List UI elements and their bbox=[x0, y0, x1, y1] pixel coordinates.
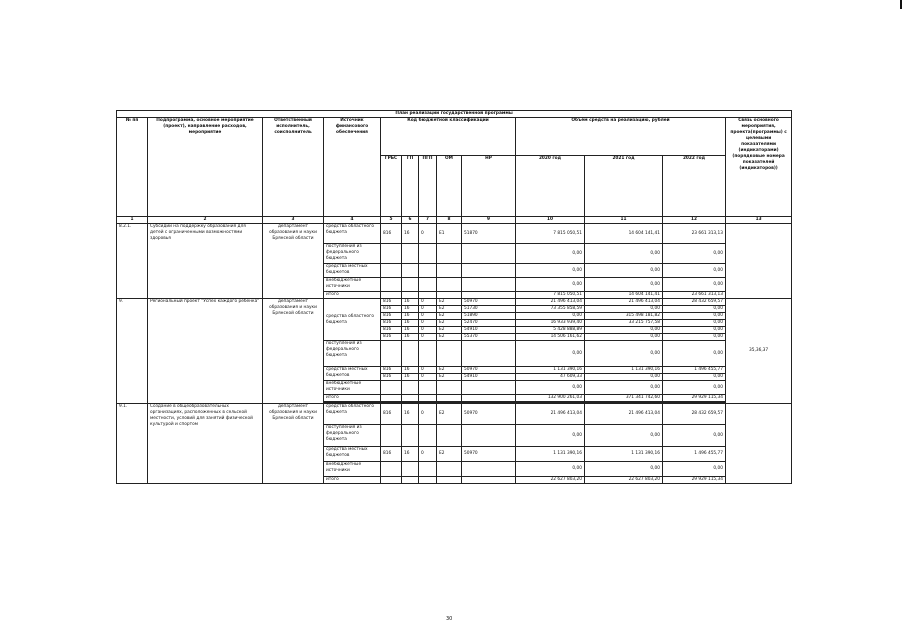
cell-nr: 51730 bbox=[462, 306, 516, 313]
cell-gp: 16 bbox=[402, 313, 419, 320]
cell-pgp: 0 bbox=[419, 334, 437, 341]
cell-gp: 16 bbox=[402, 320, 419, 327]
cell-grbs: 816 bbox=[381, 327, 402, 334]
colnum: 4 bbox=[324, 217, 381, 224]
cell-2020: 7 815 050,51 bbox=[516, 224, 585, 244]
cell-2021: 0,00 bbox=[585, 264, 663, 278]
colnum: 5 bbox=[381, 217, 402, 224]
cell-2022: 23 661 313,13 bbox=[663, 224, 726, 244]
cell-2022: 0,00 bbox=[663, 425, 726, 447]
colnum: 6 bbox=[402, 217, 419, 224]
cell-2021: 14 604 141,41 bbox=[585, 224, 663, 244]
cell-grbs: 816 bbox=[381, 404, 402, 425]
row-name: Региональный проект "Успех каждого ребенка" bbox=[148, 299, 263, 404]
colnum: 11 bbox=[585, 217, 663, 224]
cell-2021: 0,00 bbox=[585, 381, 663, 395]
cell-om: Е2 bbox=[437, 313, 462, 320]
cell-grbs: 816 bbox=[381, 313, 402, 320]
cell-2020: 14 506 161,62 bbox=[516, 334, 585, 341]
cell-2020: 132 900 261,03 bbox=[516, 395, 585, 402]
cell-2021: 0,00 bbox=[585, 425, 663, 447]
header-budget-code: Код бюджетной классификации bbox=[381, 118, 516, 156]
cell-nr: 54910 bbox=[462, 374, 516, 381]
cell-2020: 21 496 413,04 bbox=[516, 404, 585, 425]
page-edge-mark bbox=[900, 0, 902, 9]
cell-2022: 1 496 455,77 bbox=[663, 367, 726, 374]
cell-2021: 22 627 803,20 bbox=[585, 477, 663, 484]
source-label: средства местных бюджетов bbox=[324, 367, 381, 381]
cell-2021: 21 496 413,04 bbox=[585, 404, 663, 425]
colnum: 3 bbox=[263, 217, 324, 224]
cell-2022: 23 661 313,13 bbox=[663, 292, 726, 299]
cell-grbs: 816 bbox=[381, 306, 402, 313]
header-2022: 2022 год bbox=[663, 156, 726, 217]
cell-2021: 1 131 390,16 bbox=[585, 447, 663, 462]
cell-grbs: 816 bbox=[381, 299, 402, 306]
cell-2020: 0,00 bbox=[516, 341, 585, 367]
cell-gp: 16 bbox=[402, 374, 419, 381]
header-num: № пп bbox=[117, 118, 148, 217]
colnum: 2 bbox=[148, 217, 263, 224]
cell-2022: 0,00 bbox=[663, 278, 726, 292]
cell-gp: 16 bbox=[402, 299, 419, 306]
colnum: 7 bbox=[419, 217, 437, 224]
cell-2020: 0,00 bbox=[516, 425, 585, 447]
cell-om: Е2 bbox=[437, 367, 462, 374]
header-om: ОМ bbox=[437, 156, 462, 217]
cell-2022: 0,00 bbox=[663, 334, 726, 341]
cell-2020: 1 131 390,16 bbox=[516, 447, 585, 462]
source-label: средства областного бюджета bbox=[324, 404, 381, 425]
cell-2022: 0,00 bbox=[663, 313, 726, 320]
cell-2020: 5 428 888,89 bbox=[516, 327, 585, 334]
source-label: средства областного бюджета bbox=[324, 299, 381, 341]
cell-2020: 0,00 bbox=[516, 244, 585, 264]
cell-2022: 0,00 bbox=[663, 462, 726, 477]
cell-2021: 0,00 bbox=[585, 327, 663, 334]
header-volume: Объём средств на реализацию, рублей bbox=[516, 118, 726, 156]
row-name: Создание в общеобразовательных организациях, расположенных в сельской местности, условий для занятий физической культурой и спортом bbox=[148, 404, 263, 484]
cell-2022: 0,00 bbox=[663, 381, 726, 395]
cell-2020: 0,00 bbox=[516, 381, 585, 395]
cell-2021: 0,00 bbox=[585, 341, 663, 367]
cell-nr: 51870 bbox=[462, 224, 516, 244]
cell-2022: 0,00 bbox=[663, 374, 726, 381]
cell-om: Е2 bbox=[437, 306, 462, 313]
row-name: Субсидии на поддержку образования для детей с ограниченными возможностями здоровья bbox=[148, 224, 263, 299]
cell-pgp: 0 bbox=[419, 320, 437, 327]
cell-2022: 0,00 bbox=[663, 327, 726, 334]
header-executor: Ответственный исполнитель, соисполнитель bbox=[263, 118, 324, 217]
colnum: 9 bbox=[462, 217, 516, 224]
cell-gp: 16 bbox=[402, 224, 419, 244]
cell-pgp: 0 bbox=[419, 447, 437, 462]
cell-nr: 50970 bbox=[462, 447, 516, 462]
cell-2021: 371 341 742,60 bbox=[585, 395, 663, 402]
header-nr: НР bbox=[462, 156, 516, 217]
cell-om: Е2 bbox=[437, 404, 462, 425]
cell-2022: 28 432 659,57 bbox=[663, 299, 726, 306]
cell-2022: 28 432 659,57 bbox=[663, 404, 726, 425]
cell-grbs: 816 bbox=[381, 447, 402, 462]
cell-nr: 50970 bbox=[462, 404, 516, 425]
row-num: 9.1. bbox=[117, 404, 148, 484]
cell-2022: 0,00 bbox=[663, 264, 726, 278]
cell-nr: 50970 bbox=[462, 299, 516, 306]
cell-pgp: 0 bbox=[419, 306, 437, 313]
table-row bbox=[117, 404, 792, 425]
cell-nr: 50970 bbox=[462, 367, 516, 374]
cell-pgp: 0 bbox=[419, 374, 437, 381]
cell-2021: 0,00 bbox=[585, 278, 663, 292]
cell-2021: 0,00 bbox=[585, 334, 663, 341]
cell-om: Е1 bbox=[437, 224, 462, 244]
source-label: поступления из федерального бюджета bbox=[324, 244, 381, 264]
cell-2021: 0,00 bbox=[585, 374, 663, 381]
source-label: внебюджетные источники bbox=[324, 381, 381, 395]
source-label: поступления из федерального бюджета bbox=[324, 425, 381, 447]
cell-2021: 14 604 141,41 bbox=[585, 292, 663, 299]
cell-pgp: 0 bbox=[419, 404, 437, 425]
cell-2021: 33 215 757,58 bbox=[585, 320, 663, 327]
header-2021: 2021 год bbox=[585, 156, 663, 217]
cell-grbs: 816 bbox=[381, 367, 402, 374]
cell-2020: 0,00 bbox=[516, 278, 585, 292]
row-num: 8.2.1. bbox=[117, 224, 148, 299]
cell-2020: 21 496 413,04 bbox=[516, 299, 585, 306]
cell-gp: 16 bbox=[402, 447, 419, 462]
cell-2022: 29 929 115,34 bbox=[663, 477, 726, 484]
header-grbs: ГРБС bbox=[381, 156, 402, 217]
cell-2021: 315 498 181,82 bbox=[585, 313, 663, 320]
source-label: внебюджетные источники bbox=[324, 278, 381, 292]
colnum: 13 bbox=[726, 217, 792, 224]
cell-grbs: 816 bbox=[381, 320, 402, 327]
colnum: 12 bbox=[663, 217, 726, 224]
cell-pgp: 0 bbox=[419, 313, 437, 320]
row-executor: департамент образования и науки Брянской области bbox=[263, 299, 324, 404]
cell-pgp: 0 bbox=[419, 367, 437, 374]
cell-nr: 54910 bbox=[462, 327, 516, 334]
source-label: итого bbox=[324, 395, 381, 402]
cell-2022: 0,00 bbox=[663, 320, 726, 327]
header-name: Подпрограмма, основное мероприятие (проект), направление расходов, мероприятие bbox=[148, 118, 263, 217]
cell-gp: 16 bbox=[402, 404, 419, 425]
colnum: 8 bbox=[437, 217, 462, 224]
colnum: 1 bbox=[117, 217, 148, 224]
cell-nr: 55370 bbox=[462, 334, 516, 341]
cell-2020: 7 815 050,51 bbox=[516, 292, 585, 299]
row-link bbox=[726, 224, 792, 299]
source-label: средства местных бюджетов bbox=[324, 447, 381, 462]
cell-2021: 0,00 bbox=[585, 306, 663, 313]
cell-grbs: 816 bbox=[381, 374, 402, 381]
source-label: средства областного бюджета bbox=[324, 224, 381, 244]
row-num: 9. bbox=[117, 299, 148, 404]
cell-2021: 0,00 bbox=[585, 462, 663, 477]
cell-grbs: 816 bbox=[381, 224, 402, 244]
header-gp: ГП bbox=[402, 156, 419, 217]
cell-2020: 0,00 bbox=[516, 264, 585, 278]
row-link: 35,36,37 bbox=[726, 299, 792, 404]
cell-nr: 52470 bbox=[462, 320, 516, 327]
cell-om: Е2 bbox=[437, 299, 462, 306]
source-label: итого bbox=[324, 477, 381, 484]
cell-om: Е2 bbox=[437, 447, 462, 462]
header-2020: 2020 год bbox=[516, 156, 585, 217]
cell-nr: 51890 bbox=[462, 313, 516, 320]
cell-grbs: 816 bbox=[381, 334, 402, 341]
cell-2022: 0,00 bbox=[663, 244, 726, 264]
cell-2022: 0,00 bbox=[663, 341, 726, 367]
header-source: Источник финансового обеспечения bbox=[324, 118, 381, 217]
source-label: итого bbox=[324, 292, 381, 299]
cell-om: Е2 bbox=[437, 374, 462, 381]
header-pgp: ПГП bbox=[419, 156, 437, 217]
cell-2022: 1 496 455,77 bbox=[663, 447, 726, 462]
table-row bbox=[117, 224, 792, 244]
cell-pgp: 0 bbox=[419, 327, 437, 334]
source-label: внебюджетные источники bbox=[324, 462, 381, 477]
cell-2020: 0,00 bbox=[516, 313, 585, 320]
cell-2020: 73 355 858,59 bbox=[516, 306, 585, 313]
row-executor: департамент образования и науки Брянской области bbox=[263, 404, 324, 484]
cell-om: Е2 bbox=[437, 320, 462, 327]
header-link: Связь основного мероприятия, проекта(программы) с целевыми показателями (индикаторами) (порядковые номера показателей (индикаторов)) bbox=[726, 118, 792, 217]
cell-2022: 29 929 115,34 bbox=[663, 395, 726, 402]
cell-pgp: 0 bbox=[419, 224, 437, 244]
cell-2020: 16 933 939,40 bbox=[516, 320, 585, 327]
row-executor: департамент образования и науки Брянской области bbox=[263, 224, 324, 299]
cell-gp: 16 bbox=[402, 327, 419, 334]
page-number: 30 bbox=[446, 616, 453, 622]
cell-2021: 1 131 390,16 bbox=[585, 367, 663, 374]
cell-om: Е2 bbox=[437, 327, 462, 334]
cell-gp: 16 bbox=[402, 367, 419, 374]
cell-2020: 1 131 390,16 bbox=[516, 367, 585, 374]
cell-2020: 47 609,33 bbox=[516, 374, 585, 381]
table-row bbox=[117, 299, 792, 306]
cell-2020: 0,00 bbox=[516, 462, 585, 477]
colnum: 10 bbox=[516, 217, 585, 224]
cell-2021: 0,00 bbox=[585, 244, 663, 264]
source-label: средства местных бюджетов bbox=[324, 264, 381, 278]
program-plan-table bbox=[116, 110, 792, 484]
cell-om: Е2 bbox=[437, 334, 462, 341]
cell-2021: 21 496 413,04 bbox=[585, 299, 663, 306]
row-link bbox=[726, 404, 792, 484]
table-title: План реализации государственной программы bbox=[117, 111, 792, 118]
cell-2020: 22 627 803,20 bbox=[516, 477, 585, 484]
cell-gp: 16 bbox=[402, 334, 419, 341]
cell-2022: 0,00 bbox=[663, 306, 726, 313]
source-label: поступления из федерального бюджета bbox=[324, 341, 381, 367]
cell-gp: 16 bbox=[402, 306, 419, 313]
cell-pgp: 0 bbox=[419, 299, 437, 306]
